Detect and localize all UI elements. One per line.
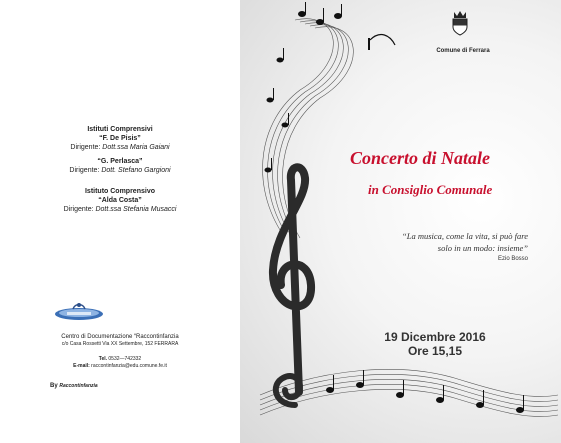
- event-date: 19 Dicembre 2016: [384, 330, 486, 344]
- institute-heading: Istituto Comprensivo: [84, 188, 155, 195]
- phone-value: 0532—742332: [107, 356, 142, 362]
- by-line: [50, 383, 98, 389]
- quote-line-1: “La musica, come la vita, si può fare: [402, 231, 528, 241]
- director-name: Dott.ssa Stefania Musacci: [95, 206, 177, 213]
- right-panel: [240, 0, 561, 443]
- phone-line: [0, 356, 240, 363]
- school-alda-costa: “Alda Costa”: [98, 197, 142, 204]
- school-de-pisis: “F. De Pisis”: [99, 135, 141, 142]
- email-label: E-mail:: [73, 363, 90, 369]
- center-name: Centro di Documentazione “Raccontinfanzia: [61, 334, 179, 340]
- director-perlasca: [0, 166, 240, 175]
- by-label: By: [50, 383, 60, 389]
- event-datetime: [360, 330, 510, 358]
- school-perlasca: “G. Perlasca”: [97, 158, 143, 165]
- contact-center: [0, 334, 240, 348]
- director-name: Dott. Stefano Gargioni: [101, 167, 171, 174]
- raccontinfanzia-logo-icon: [53, 300, 105, 322]
- left-panel: [0, 0, 240, 443]
- quote-line-2: solo in un modo: insieme”: [437, 243, 528, 253]
- director-alda-costa: [0, 205, 240, 214]
- director-label: Dirigente:: [70, 144, 103, 151]
- institutes-heading: Istituti Comprensivi: [87, 126, 153, 133]
- director-label: Dirigente:: [69, 167, 102, 174]
- center-address: c/o Casa Rossetti Via XX Settembre, 152 FERRARA: [61, 341, 179, 347]
- institute-block: [0, 187, 240, 214]
- event-time: Ore 15,15: [407, 344, 463, 358]
- phone-label: Tel.: [98, 356, 108, 362]
- treble-clef-icon: [265, 160, 320, 410]
- director-de-pisis: [0, 143, 240, 152]
- comune-label: Comune di Ferrara: [436, 48, 490, 54]
- director-label: Dirigente:: [63, 206, 96, 213]
- comune-crest-icon: [451, 10, 469, 36]
- institutes-block: [0, 125, 240, 175]
- concert-subtitle: in Consiglio Comunale: [368, 182, 493, 197]
- email-value: raccontinfanzia@edu.comune.fe.it: [89, 363, 167, 369]
- director-name: Dott.ssa Maria Gaiani: [102, 144, 170, 151]
- contact-lines: [0, 356, 240, 370]
- quote-author: Ezio Bosso: [497, 256, 528, 262]
- by-name: Raccontinfanzia: [59, 383, 98, 389]
- email-line: [0, 363, 240, 370]
- concert-title: Concerto di Natale: [350, 148, 490, 168]
- quote: [358, 230, 528, 254]
